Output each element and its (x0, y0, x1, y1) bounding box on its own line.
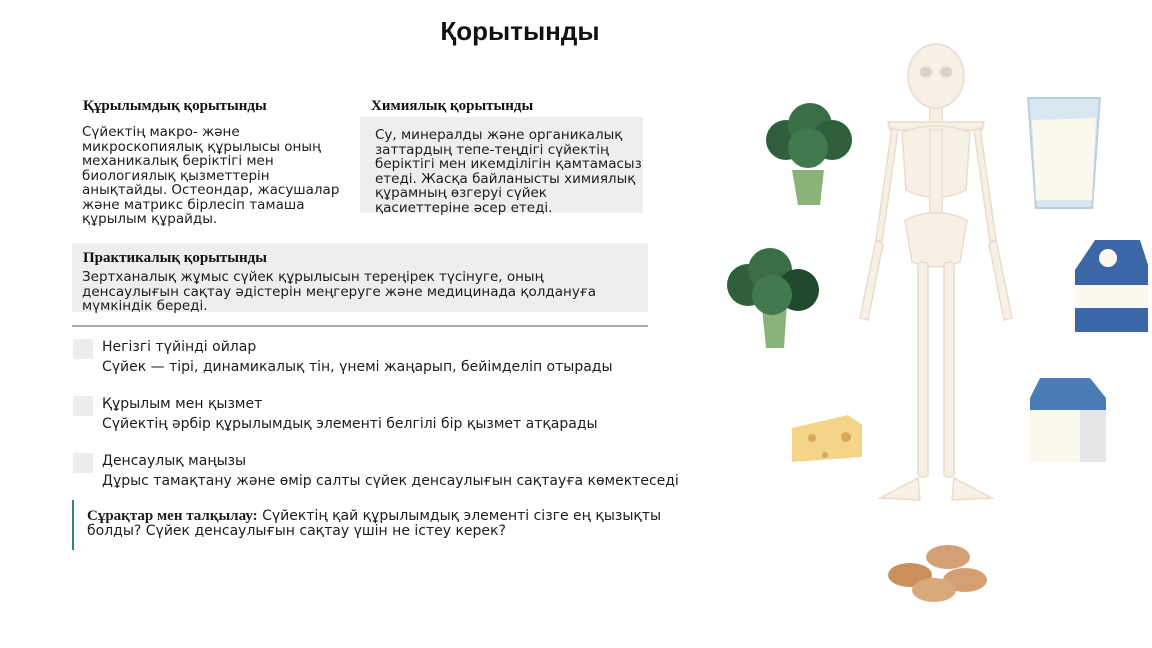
glass-of-milk-icon (1028, 98, 1100, 208)
accent-bar (72, 500, 74, 550)
discussion-text (87, 509, 667, 539)
structural-heading: Құрылымдық қорытынды (83, 98, 267, 114)
discussion-question: Сүйектің қай құрылымдық элементі сізге ең қызықты болды? Сүйек денсаулығын сақтау үшін не істеу керек? (87, 508, 662, 539)
almonds-icon (888, 545, 987, 602)
practical-heading: Практикалық қорытынды (83, 250, 267, 266)
cheese-icon (792, 415, 862, 462)
broccoli-icon (727, 248, 819, 348)
skeleton-nutrition-illustration (720, 0, 1152, 648)
key-point-desc: Дұрыс тамақтану және өмір салты сүйек денсаулығын сақтауға көмектеседі (102, 473, 679, 489)
practical-text: Зертханалық жұмыс сүйек құрылысын тереңірек түсінуге, оның денсаулығын сақтау әдістерін меңгеруге және медицинада қолдануға мүмкіндік береді. (82, 269, 597, 314)
key-point-title: Құрылым мен қызмет (102, 396, 263, 412)
discussion-label: Сұрақтар мен талқылау: (87, 508, 258, 524)
key-point-title: Денсаулық маңызы (102, 453, 247, 469)
milk-carton-icon (1075, 240, 1148, 332)
key-point-desc: Сүйектің әрбір құрылымдық элементі белгілі бір қызмет атқарады (102, 416, 598, 432)
slide-title: Қорытынды (440, 16, 600, 46)
section-divider (72, 325, 648, 327)
key-point-desc: Сүйек — тірі, динамикалық тін, үнемі жаңарып, бейімделіп отырады (102, 359, 613, 375)
chemical-text: Су, минералды және органикалық заттардың тепе-теңдігі сүйектің беріктігі мен икемділігін қамтамасыз етеді. Жасқа байланысты химиялық құрамның өзгеруі сүйек қасиеттеріне әсер етеді. (375, 127, 642, 216)
milk-carton-icon (1030, 378, 1106, 462)
bullet-marker (73, 339, 93, 359)
chemical-heading: Химиялық қорытынды (371, 98, 534, 114)
skeleton-icon (860, 44, 1012, 500)
key-point-title: Негізгі түйінді ойлар (102, 339, 257, 355)
bullet-marker (73, 453, 93, 473)
bullet-marker (73, 396, 93, 416)
structural-text: Сүйектің макро- және микроскопиялық құрылысы оның механикалық беріктігі мен биологиялық қызметтерін анықтайды. Остеондар, жасушалар және матрикс бірлесіп тамаша құрылым құрайды. (82, 124, 340, 227)
broccoli-icon (766, 103, 852, 205)
